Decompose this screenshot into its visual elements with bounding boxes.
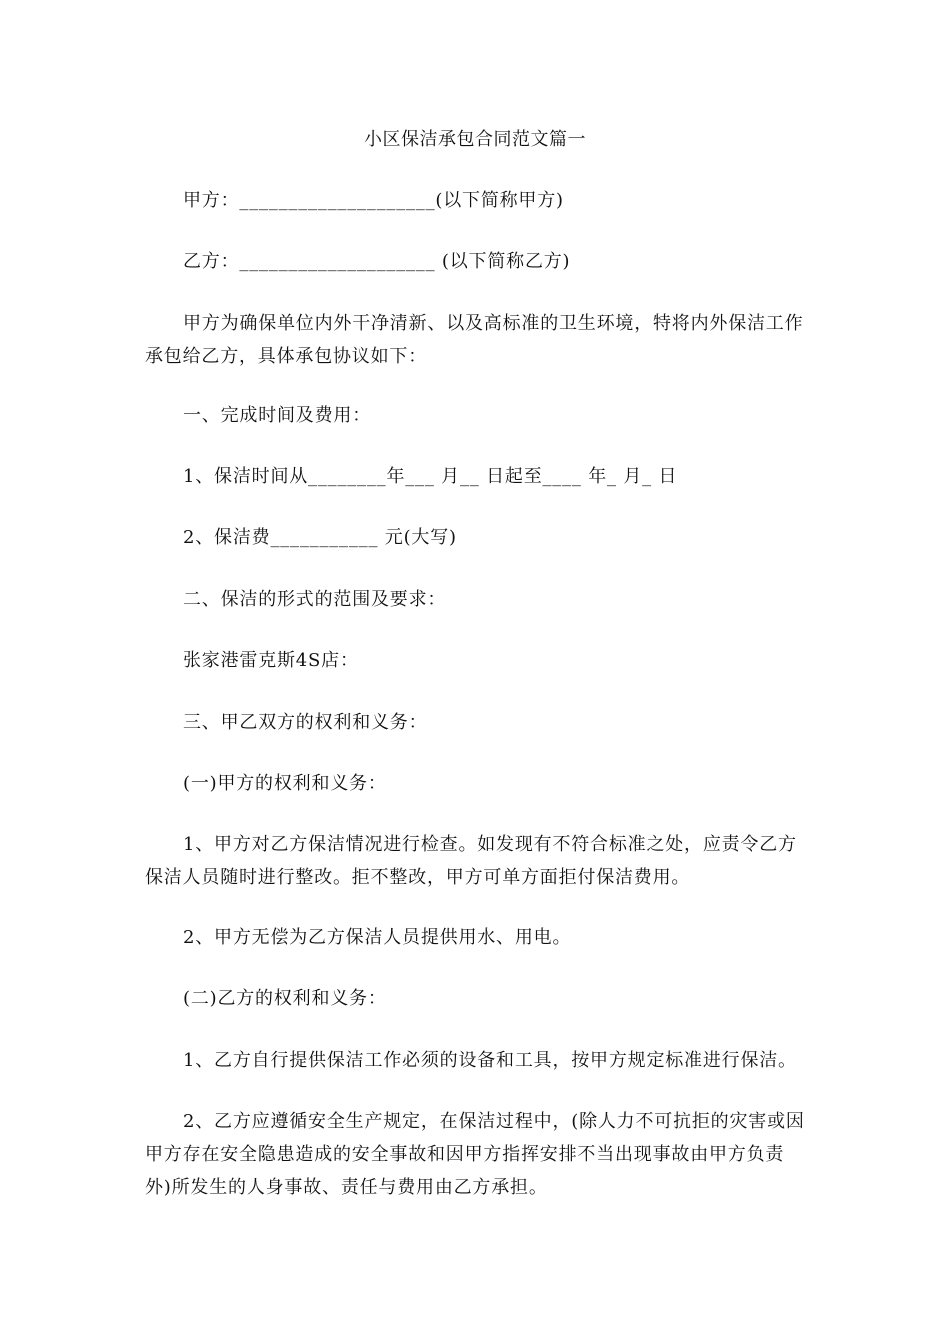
party-b-rights-heading: (二)乙方的权利和义务： [183,988,387,1009]
section-2-heading: 二、保洁的形式的范围及要求： [183,589,447,610]
section-2-location: 张家港雷克斯4S店： [183,650,359,671]
intro-paragraph: 甲方为确保单位内外干净清新、以及高标准的卫生环境，特将内外保洁工作承包给乙方，具体承包协议如下： [145,313,804,367]
section-1-heading: 一、完成时间及费用： [183,405,371,426]
party-a-item-2: 2、甲方无偿为乙方保洁人员提供用水、用电。 [183,927,572,948]
section-1-item-1: 1、保洁时间从________年___ 月__ 日起至____ 年_ 月_ 日 [183,466,678,487]
document-title: 小区保洁承包合同范文篇一 [364,129,586,150]
section-1-item-2: 2、保洁费___________ 元(大写) [183,527,457,548]
party-a-line: 甲方：____________________(以下简称甲方) [183,190,564,211]
party-b-item-1: 1、乙方自行提供保洁工作必须的设备和工具，按甲方规定标准进行保洁。 [183,1050,797,1071]
section-3-heading: 三、甲乙双方的权利和义务： [183,712,428,733]
party-a-item-1: 1、甲方对乙方保洁情况进行检查。如发现有不符合标准之处，应责令乙方保洁人员随时进行整改。拒不整改，甲方可单方面拒付保洁费用。 [145,834,797,888]
party-b-item-2: 2、乙方应遵循安全生产规定，在保洁过程中，(除人力不可抗拒的灾害或因甲方存在安全隐患造成的安全事故和因甲方指挥安排不当出现事故由甲方负责外)所发生的人身事故、责任与费用由乙方承担。 [145,1111,805,1198]
party-a-rights-heading: (一)甲方的权利和义务： [183,773,387,794]
party-b-line: 乙方：____________________ (以下简称乙方) [183,251,571,272]
